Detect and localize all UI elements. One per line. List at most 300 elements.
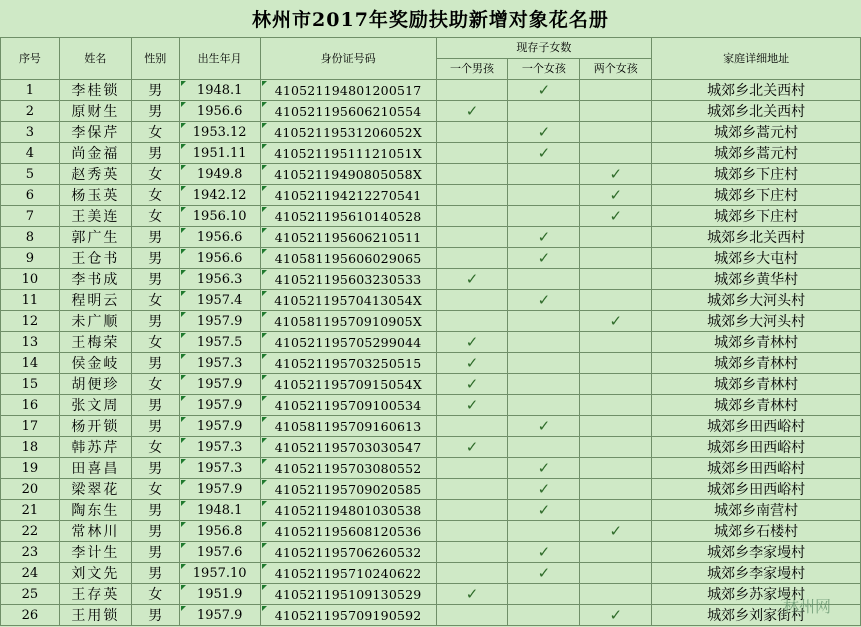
- comment-marker-icon: [262, 501, 267, 506]
- cell-sex-text: 男: [148, 146, 163, 162]
- cell-sex: [131, 437, 179, 458]
- comment-marker-icon: [262, 123, 267, 128]
- cell-id-text: 410521195709100534: [274, 397, 422, 413]
- cell-one-girl: [508, 374, 580, 395]
- cell-one-girl-text: ✓: [537, 81, 551, 99]
- cell-name-text: 李计生: [71, 545, 120, 561]
- cell-seq: [1, 206, 60, 227]
- cell-sex: [131, 290, 179, 311]
- cell-name-text: 程明云: [71, 293, 120, 309]
- cell-one-boy: [436, 80, 508, 101]
- cell-birth-text: 1956.10: [192, 208, 247, 224]
- cell-id-text: 410521195709190592: [274, 607, 422, 623]
- cell-address-text: 城郊乡北关西村: [707, 83, 806, 99]
- cell-address: [652, 458, 861, 479]
- cell-sex-text: 男: [148, 608, 163, 624]
- cell-one-boy: [436, 374, 508, 395]
- cell-name: [59, 185, 131, 206]
- cell-one-girl: [508, 185, 580, 206]
- cell-address: [652, 374, 861, 395]
- table-row: [1, 164, 861, 185]
- header-one-boy: 一个男孩: [436, 59, 508, 80]
- cell-birth: [179, 311, 260, 332]
- cell-two-girls: [580, 416, 652, 437]
- cell-two-girls: [580, 395, 652, 416]
- cell-address-text: 城郊乡北关西村: [707, 104, 806, 120]
- cell-birth-text: 1956.6: [196, 250, 243, 266]
- cell-one-boy-text: ✓: [465, 333, 479, 351]
- cell-id-text: 410521195703080552: [274, 460, 422, 476]
- cell-two-girls: [580, 248, 652, 269]
- cell-address: [652, 143, 861, 164]
- comment-marker-icon: [181, 333, 186, 338]
- cell-id: [260, 290, 436, 311]
- comment-marker-icon: [181, 249, 186, 254]
- cell-id-text: 410521194801030538: [274, 502, 422, 518]
- cell-one-girl: [508, 542, 580, 563]
- comment-marker-icon: [181, 270, 186, 275]
- cell-name: [59, 80, 131, 101]
- cell-two-girls: [580, 521, 652, 542]
- comment-marker-icon: [262, 207, 267, 212]
- cell-birth-text: 1949.8: [196, 166, 243, 182]
- cell-name-text: 郭广生: [71, 230, 120, 246]
- cell-name-text: 杨开锁: [71, 419, 120, 435]
- cell-birth-text: 1957.9: [196, 481, 243, 497]
- cell-one-boy: [436, 605, 508, 626]
- cell-two-girls-text: ✓: [609, 522, 623, 540]
- cell-name-text: 杨玉英: [71, 188, 120, 204]
- cell-address: [652, 542, 861, 563]
- cell-one-boy: [436, 185, 508, 206]
- cell-one-girl: [508, 122, 580, 143]
- cell-seq-text: 13: [21, 334, 39, 350]
- cell-seq: [1, 101, 60, 122]
- cell-address-text: 城郊乡李家墁村: [707, 545, 806, 561]
- cell-id: [260, 332, 436, 353]
- cell-id: [260, 185, 436, 206]
- cell-address-text: 城郊乡苏家墁村: [707, 587, 806, 603]
- cell-id: [260, 374, 436, 395]
- comment-marker-icon: [262, 564, 267, 569]
- cell-seq-text: 2: [25, 103, 35, 119]
- cell-id-text: 410581195709160613: [274, 418, 422, 434]
- cell-address-text: 城郊乡石楼村: [714, 524, 799, 540]
- table-row: [1, 542, 861, 563]
- cell-address: [652, 479, 861, 500]
- cell-two-girls: [580, 458, 652, 479]
- cell-seq-text: 26: [21, 607, 39, 623]
- cell-address: [652, 311, 861, 332]
- cell-one-boy-text: ✓: [465, 270, 479, 288]
- cell-name: [59, 206, 131, 227]
- comment-marker-icon: [181, 186, 186, 191]
- comment-marker-icon: [181, 480, 186, 485]
- table-row: [1, 122, 861, 143]
- cell-address-text: 城郊乡下庄村: [714, 209, 799, 225]
- cell-sex-text: 男: [148, 272, 163, 288]
- cell-seq: [1, 437, 60, 458]
- cell-sex-text: 男: [148, 524, 163, 540]
- cell-sex-text: 男: [148, 104, 163, 120]
- cell-name: [59, 143, 131, 164]
- cell-address-text: 城郊乡青林村: [714, 356, 799, 372]
- comment-marker-icon: [262, 354, 267, 359]
- cell-id-text: 410521195606210554: [274, 103, 422, 119]
- cell-one-girl-text: ✓: [537, 501, 551, 519]
- cell-sex: [131, 374, 179, 395]
- cell-name: [59, 437, 131, 458]
- cell-id-text: 41052119511121051X: [274, 145, 422, 161]
- cell-one-girl: [508, 500, 580, 521]
- cell-birth: [179, 374, 260, 395]
- cell-id-text: 41052119570413054X: [274, 292, 422, 308]
- cell-sex: [131, 80, 179, 101]
- cell-sex: [131, 353, 179, 374]
- cell-two-girls: [580, 479, 652, 500]
- cell-address-text: 城郊乡下庄村: [714, 167, 799, 183]
- table-row: [1, 206, 861, 227]
- cell-address-text: 城郊乡大河头村: [707, 314, 806, 330]
- cell-seq: [1, 605, 60, 626]
- comment-marker-icon: [181, 165, 186, 170]
- header-name: 姓名: [59, 38, 131, 80]
- comment-marker-icon: [262, 81, 267, 86]
- cell-id-text: 410581195606029065: [274, 250, 422, 266]
- table-row: [1, 143, 861, 164]
- cell-two-girls-text: ✓: [609, 207, 623, 225]
- cell-name-text: 王美连: [71, 209, 120, 225]
- cell-name-text: 韩苏芹: [71, 440, 120, 456]
- table-row: [1, 605, 861, 626]
- cell-two-girls: [580, 605, 652, 626]
- header-children: 现存子女数: [436, 38, 652, 59]
- cell-address: [652, 122, 861, 143]
- cell-birth: [179, 395, 260, 416]
- cell-one-boy: [436, 290, 508, 311]
- cell-one-boy: [436, 227, 508, 248]
- cell-birth-text: 1957.9: [196, 376, 243, 392]
- cell-id-text: 410521195710240622: [274, 565, 422, 581]
- cell-name: [59, 479, 131, 500]
- comment-marker-icon: [262, 375, 267, 380]
- cell-one-girl: [508, 479, 580, 500]
- cell-seq-text: 19: [21, 460, 39, 476]
- cell-one-boy: [436, 269, 508, 290]
- header-sex: 性别: [131, 38, 179, 80]
- cell-one-girl: [508, 80, 580, 101]
- cell-id: [260, 80, 436, 101]
- cell-birth-text: 1957.9: [196, 607, 243, 623]
- cell-one-girl-text: ✓: [537, 144, 551, 162]
- cell-id: [260, 353, 436, 374]
- cell-two-girls: [580, 185, 652, 206]
- table-row: [1, 101, 861, 122]
- cell-id: [260, 416, 436, 437]
- cell-address-text: 城郊乡黄华村: [714, 272, 799, 288]
- comment-marker-icon: [262, 228, 267, 233]
- table-row: [1, 416, 861, 437]
- cell-seq: [1, 332, 60, 353]
- cell-one-girl: [508, 605, 580, 626]
- cell-address-text: 城郊乡青林村: [714, 377, 799, 393]
- cell-id-text: 410521195706260532: [274, 544, 422, 560]
- cell-id: [260, 479, 436, 500]
- cell-two-girls: [580, 374, 652, 395]
- cell-two-girls: [580, 542, 652, 563]
- cell-sex: [131, 395, 179, 416]
- cell-one-girl: [508, 332, 580, 353]
- table-row: [1, 395, 861, 416]
- cell-address-text: 城郊乡田西峪村: [707, 461, 806, 477]
- cell-two-girls: [580, 80, 652, 101]
- cell-address: [652, 500, 861, 521]
- cell-seq-text: 10: [21, 271, 39, 287]
- cell-birth: [179, 227, 260, 248]
- cell-seq-text: 5: [25, 166, 35, 182]
- cell-birth-text: 1957.9: [196, 397, 243, 413]
- cell-seq: [1, 521, 60, 542]
- cell-seq: [1, 269, 60, 290]
- cell-birth: [179, 584, 260, 605]
- comment-marker-icon: [262, 291, 267, 296]
- cell-one-boy: [436, 542, 508, 563]
- cell-address: [652, 206, 861, 227]
- cell-name: [59, 227, 131, 248]
- table-row: [1, 248, 861, 269]
- cell-sex-text: 女: [148, 377, 163, 393]
- cell-birth: [179, 164, 260, 185]
- cell-seq: [1, 458, 60, 479]
- cell-one-girl: [508, 395, 580, 416]
- cell-one-girl: [508, 437, 580, 458]
- table-body: [1, 80, 861, 626]
- cell-seq: [1, 416, 60, 437]
- cell-seq-text: 9: [25, 250, 35, 266]
- cell-birth: [179, 416, 260, 437]
- comment-marker-icon: [262, 522, 267, 527]
- cell-one-girl: [508, 248, 580, 269]
- cell-id-text: 41052119531206052X: [274, 124, 422, 140]
- cell-seq-text: 8: [25, 229, 35, 245]
- cell-sex: [131, 332, 179, 353]
- cell-seq-text: 12: [21, 313, 39, 329]
- cell-one-girl-text: ✓: [537, 417, 551, 435]
- cell-birth-text: 1951.11: [192, 145, 247, 161]
- cell-seq: [1, 290, 60, 311]
- cell-sex: [131, 185, 179, 206]
- cell-name: [59, 563, 131, 584]
- comment-marker-icon: [181, 81, 186, 86]
- cell-name-text: 王用锁: [71, 608, 120, 624]
- comment-marker-icon: [181, 354, 186, 359]
- table-row: [1, 584, 861, 605]
- cell-name-text: 侯金岐: [71, 356, 120, 372]
- cell-sex: [131, 584, 179, 605]
- cell-name: [59, 122, 131, 143]
- cell-address-text: 城郊乡蒿元村: [714, 146, 799, 162]
- table-row: [1, 458, 861, 479]
- comment-marker-icon: [262, 333, 267, 338]
- cell-one-girl: [508, 353, 580, 374]
- cell-address-text: 城郊乡北关西村: [707, 230, 806, 246]
- cell-birth-text: 1957.3: [196, 460, 243, 476]
- cell-sex: [131, 101, 179, 122]
- cell-birth: [179, 206, 260, 227]
- cell-one-boy: [436, 521, 508, 542]
- cell-id-text: 410521195603230533: [274, 271, 422, 287]
- cell-sex-text: 男: [148, 545, 163, 561]
- cell-birth-text: 1957.3: [196, 355, 243, 371]
- cell-name-text: 刘文先: [71, 566, 120, 582]
- cell-name: [59, 542, 131, 563]
- cell-two-girls: [580, 500, 652, 521]
- cell-birth: [179, 521, 260, 542]
- cell-seq: [1, 395, 60, 416]
- cell-seq: [1, 353, 60, 374]
- cell-birth-text: 1956.8: [196, 523, 243, 539]
- cell-id: [260, 584, 436, 605]
- cell-one-girl: [508, 311, 580, 332]
- cell-name: [59, 269, 131, 290]
- cell-sex-text: 男: [148, 566, 163, 582]
- cell-birth: [179, 332, 260, 353]
- comment-marker-icon: [262, 396, 267, 401]
- cell-name-text: 王存英: [71, 587, 120, 603]
- cell-name-text: 王梅荣: [71, 335, 120, 351]
- comment-marker-icon: [181, 123, 186, 128]
- cell-one-girl: [508, 563, 580, 584]
- cell-birth: [179, 500, 260, 521]
- cell-birth: [179, 605, 260, 626]
- cell-two-girls: [580, 269, 652, 290]
- cell-id: [260, 143, 436, 164]
- table-row: [1, 521, 861, 542]
- cell-name-text: 张文周: [71, 398, 120, 414]
- cell-id: [260, 311, 436, 332]
- table-row: [1, 437, 861, 458]
- cell-sex: [131, 248, 179, 269]
- cell-id-text: 410521195109130529: [274, 586, 422, 602]
- cell-name: [59, 311, 131, 332]
- comment-marker-icon: [181, 543, 186, 548]
- cell-address: [652, 227, 861, 248]
- cell-birth-text: 1948.1: [196, 82, 243, 98]
- cell-one-boy-text: ✓: [465, 585, 479, 603]
- cell-two-girls-text: ✓: [609, 186, 623, 204]
- cell-one-boy: [436, 248, 508, 269]
- cell-sex-text: 男: [148, 230, 163, 246]
- cell-id: [260, 563, 436, 584]
- cell-sex: [131, 500, 179, 521]
- cell-birth-text: 1956.6: [196, 103, 243, 119]
- cell-name: [59, 416, 131, 437]
- cell-address: [652, 353, 861, 374]
- cell-sex-text: 女: [148, 188, 163, 204]
- cell-id-text: 41052119570915054X: [274, 376, 422, 392]
- comment-marker-icon: [181, 312, 186, 317]
- cell-name-text: 胡便珍: [71, 377, 120, 393]
- cell-seq: [1, 584, 60, 605]
- cell-sex-text: 男: [148, 356, 163, 372]
- cell-sex: [131, 269, 179, 290]
- cell-sex: [131, 143, 179, 164]
- cell-id-text: 410521195606210511: [274, 229, 422, 245]
- table-row: [1, 353, 861, 374]
- table-row: [1, 290, 861, 311]
- cell-seq-text: 4: [25, 145, 35, 161]
- comment-marker-icon: [262, 249, 267, 254]
- cell-one-girl: [508, 290, 580, 311]
- comment-marker-icon: [181, 438, 186, 443]
- cell-name-text: 赵秀英: [71, 167, 120, 183]
- cell-sex: [131, 206, 179, 227]
- cell-two-girls-text: ✓: [609, 165, 623, 183]
- cell-one-boy-text: ✓: [465, 375, 479, 393]
- cell-address: [652, 416, 861, 437]
- cell-name: [59, 500, 131, 521]
- cell-sex-text: 男: [148, 419, 163, 435]
- table-row: [1, 332, 861, 353]
- cell-name: [59, 458, 131, 479]
- comment-marker-icon: [181, 417, 186, 422]
- cell-two-girls: [580, 290, 652, 311]
- cell-id: [260, 500, 436, 521]
- cell-one-girl-text: ✓: [537, 459, 551, 477]
- cell-address: [652, 563, 861, 584]
- cell-sex-text: 男: [148, 83, 163, 99]
- cell-two-girls: [580, 353, 652, 374]
- comment-marker-icon: [262, 480, 267, 485]
- comment-marker-icon: [262, 312, 267, 317]
- comment-marker-icon: [262, 606, 267, 611]
- cell-id-text: 410521195703250515: [274, 355, 422, 371]
- cell-sex: [131, 479, 179, 500]
- cell-id-text: 410521194801200517: [274, 82, 422, 98]
- cell-sex: [131, 227, 179, 248]
- cell-address-text: 城郊乡青林村: [714, 398, 799, 414]
- cell-birth-text: 1957.6: [196, 544, 243, 560]
- cell-one-boy: [436, 458, 508, 479]
- cell-name-text: 李书成: [71, 272, 120, 288]
- cell-birth-text: 1953.12: [192, 124, 247, 140]
- cell-id: [260, 164, 436, 185]
- cell-sex-text: 女: [148, 335, 163, 351]
- cell-seq-text: 3: [25, 124, 35, 140]
- cell-birth-text: 1956.3: [196, 271, 243, 287]
- comment-marker-icon: [262, 186, 267, 191]
- cell-birth-text: 1957.9: [196, 418, 243, 434]
- cell-one-girl: [508, 101, 580, 122]
- cell-one-boy: [436, 143, 508, 164]
- cell-sex-text: 男: [148, 251, 163, 267]
- cell-one-girl: [508, 521, 580, 542]
- cell-sex-text: 女: [148, 440, 163, 456]
- cell-address: [652, 332, 861, 353]
- cell-name: [59, 248, 131, 269]
- cell-sex: [131, 605, 179, 626]
- cell-one-boy: [436, 395, 508, 416]
- cell-birth: [179, 458, 260, 479]
- cell-address: [652, 185, 861, 206]
- cell-seq-text: 18: [21, 439, 39, 455]
- cell-id: [260, 395, 436, 416]
- cell-birth: [179, 437, 260, 458]
- cell-seq-text: 22: [21, 523, 39, 539]
- comment-marker-icon: [262, 102, 267, 107]
- cell-name-text: 田喜昌: [71, 461, 120, 477]
- cell-address: [652, 80, 861, 101]
